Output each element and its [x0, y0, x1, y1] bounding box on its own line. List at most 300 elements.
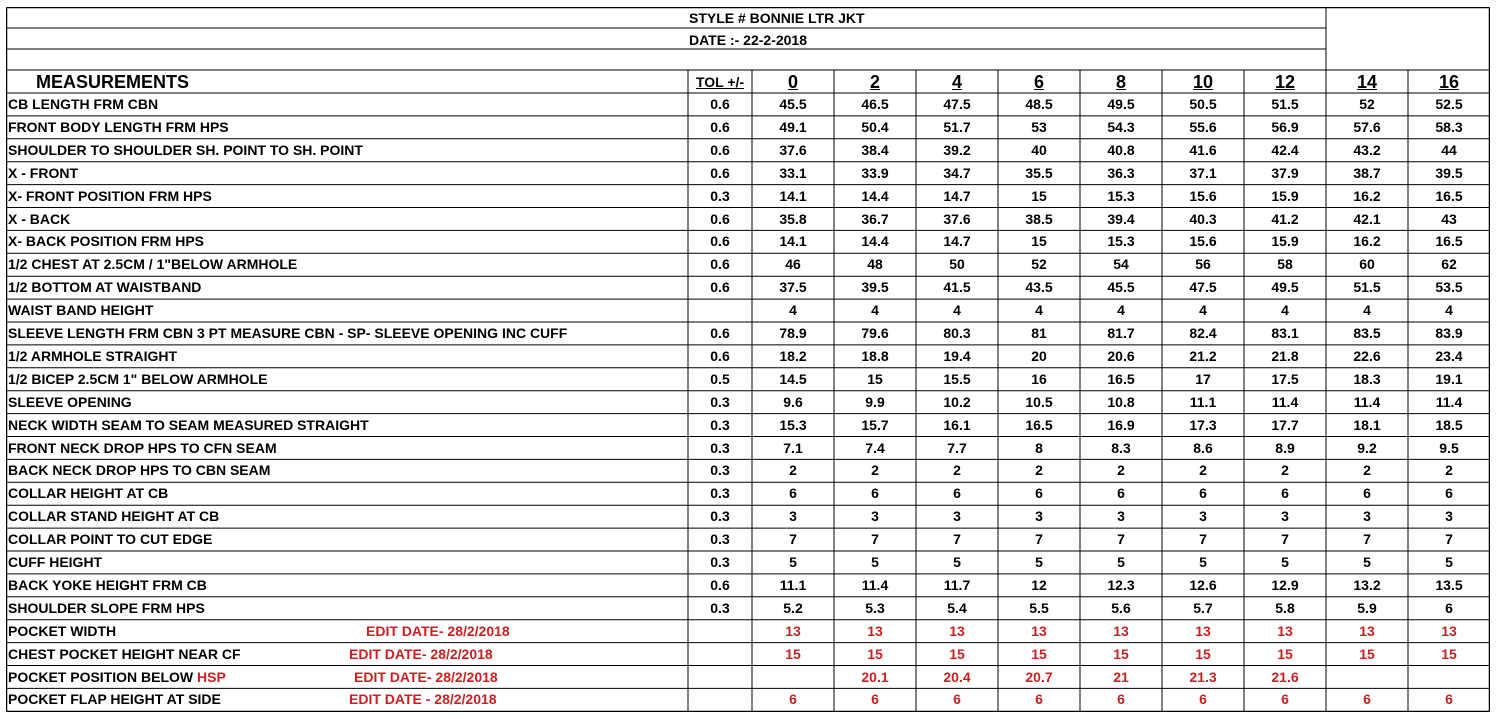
size-value: 38.7	[1353, 164, 1381, 181]
size-value: 5	[1035, 554, 1043, 570]
size-value: 15	[867, 645, 883, 662]
size-value: 6	[1445, 599, 1453, 616]
size-value: 6	[1035, 691, 1043, 708]
size-value: 6	[871, 485, 879, 502]
size-value: 39.5	[1435, 164, 1463, 181]
row-label: X - BACK	[8, 210, 71, 227]
size-value: 50.5	[1189, 96, 1217, 112]
size-value: 7	[953, 531, 961, 548]
size-value: 4	[1363, 302, 1371, 319]
size-value: 17.7	[1271, 416, 1299, 433]
size-header: 16	[1438, 72, 1460, 92]
style-title: STYLE # BONNIE LTR JKT	[689, 10, 865, 26]
size-value: 6	[1445, 691, 1453, 708]
size-value: 46	[785, 256, 801, 273]
size-value: 13.5	[1435, 576, 1463, 593]
size-value: 19.4	[943, 347, 971, 364]
size-value: 40.3	[1189, 210, 1217, 227]
size-value: 8.6	[1193, 439, 1213, 456]
size-value: 81	[1031, 325, 1047, 341]
size-value: 18.5	[1435, 416, 1463, 433]
size-value: 15.6	[1189, 233, 1217, 250]
size-header: 4	[951, 72, 962, 92]
size-value: 20.1	[861, 668, 889, 685]
size-value: 37.9	[1271, 164, 1299, 181]
size-value: 15	[1031, 233, 1047, 250]
size-value: 18.1	[1353, 416, 1381, 433]
size-value: 50	[949, 256, 965, 273]
size-value: 6	[789, 691, 797, 708]
size-value: 3	[1445, 508, 1453, 525]
size-value: 6	[789, 485, 797, 502]
size-value: 43.5	[1025, 279, 1053, 296]
size-value: 5.5	[1029, 599, 1049, 616]
size-value: 6	[871, 691, 879, 708]
size-value: 3	[871, 508, 879, 525]
tol-value: 0.3	[710, 393, 730, 410]
size-value: 19.1	[1435, 370, 1463, 387]
row-label: BACK YOKE HEIGHT FRM CB	[8, 576, 207, 593]
size-value: 3	[1035, 508, 1043, 525]
row-label: NECK WIDTH SEAM TO SEAM MEASURED STRAIGHT	[8, 416, 369, 433]
size-value: 15.7	[861, 416, 889, 433]
size-value: 43	[1441, 210, 1457, 227]
size-value: 5.6	[1111, 599, 1131, 616]
size-value: 6	[953, 691, 961, 708]
size-value: 52.5	[1435, 96, 1463, 112]
size-value: 82.4	[1189, 325, 1217, 341]
size-value: 16	[1031, 370, 1047, 387]
size-value: 9.2	[1357, 439, 1377, 456]
size-value: 5	[789, 554, 797, 570]
size-value: 49.5	[1107, 96, 1135, 112]
size-value: 9.6	[783, 393, 803, 410]
edit-date: EDIT DATE- 28/2/2018	[354, 668, 498, 685]
edit-date: EDIT DATE- 28/2/2018	[366, 622, 510, 639]
size-value: 7	[1117, 531, 1125, 548]
size-value: 7.1	[783, 439, 803, 456]
size-value: 14.1	[779, 233, 807, 250]
tol-value: 0.3	[710, 508, 730, 525]
size-value: 5	[953, 554, 961, 570]
size-value: 12.6	[1189, 576, 1217, 593]
size-value: 11.4	[1435, 393, 1463, 410]
size-value: 50.4	[861, 118, 889, 135]
size-value: 14.7	[943, 233, 971, 250]
size-value: 9.5	[1439, 439, 1459, 456]
row-label: X- BACK POSITION FRM HPS	[8, 233, 205, 250]
size-value: 13	[1031, 622, 1047, 639]
size-value: 37.1	[1189, 164, 1217, 181]
date-label: DATE :- 22-2-2018	[689, 32, 808, 48]
size-header: 12	[1274, 72, 1296, 92]
size-value: 7.7	[947, 439, 967, 456]
size-value: 79.6	[861, 325, 889, 341]
size-value: 2	[953, 462, 961, 479]
row-label: FRONT BODY LENGTH FRM HPS	[8, 118, 229, 135]
size-value: 42.1	[1353, 210, 1381, 227]
tol-value: 0.3	[710, 187, 730, 204]
row-label: COLLAR STAND HEIGHT AT CB	[8, 508, 220, 525]
size-value: 56	[1195, 256, 1211, 273]
size-value: 4	[871, 302, 879, 319]
row-label-highlight: HSP	[197, 668, 226, 685]
size-value: 7	[1281, 531, 1289, 548]
size-value: 16.2	[1353, 233, 1381, 250]
size-value: 53.5	[1435, 279, 1463, 296]
size-value: 10.8	[1107, 393, 1135, 410]
size-value: 51.5	[1353, 279, 1381, 296]
size-value: 7	[1199, 531, 1207, 548]
tol-value: 0.3	[710, 531, 730, 548]
size-value: 22.6	[1353, 347, 1381, 364]
size-value: 8.3	[1111, 439, 1131, 456]
size-value: 40	[1031, 141, 1047, 158]
size-value: 6	[1117, 485, 1125, 502]
size-value: 15.3	[1107, 233, 1135, 250]
size-value: 7	[1445, 531, 1453, 548]
size-value: 21.2	[1189, 347, 1217, 364]
size-value: 55.6	[1189, 118, 1217, 135]
size-value: 6	[1281, 691, 1289, 708]
size-value: 16.1	[943, 416, 971, 433]
size-header: 8	[1115, 72, 1126, 92]
size-value: 15.3	[1107, 187, 1135, 204]
size-value: 54.3	[1107, 118, 1135, 135]
tol-value: 0.6	[710, 325, 730, 341]
row-label: CB LENGTH FRM CBN	[8, 96, 159, 112]
tol-value: 0.6	[710, 164, 730, 181]
size-value: 4	[1199, 302, 1207, 319]
tol-value: 0.3	[710, 485, 730, 502]
size-value: 11.7	[943, 576, 971, 593]
size-value: 4	[789, 302, 797, 319]
size-value: 11.4	[1271, 393, 1299, 410]
tol-value: 0.3	[710, 599, 730, 616]
row-label: SHOULDER SLOPE FRM HPS	[8, 599, 205, 616]
size-value: 13	[1277, 622, 1293, 639]
row-label-text: POCKET WIDTH	[8, 622, 117, 639]
size-value: 3	[1199, 508, 1207, 525]
size-header: 6	[1033, 72, 1044, 92]
size-value: 11.1	[1189, 393, 1217, 410]
row-label-text: CHEST POCKET HEIGHT NEAR CF	[8, 645, 241, 662]
size-value: 2	[1199, 462, 1207, 479]
row-label: X - FRONT	[8, 164, 78, 181]
size-value: 48.5	[1025, 96, 1053, 112]
size-value: 49.5	[1271, 279, 1299, 296]
size-value: 33.1	[779, 164, 807, 181]
size-value: 38.5	[1025, 210, 1053, 227]
size-value: 7	[1363, 531, 1371, 548]
size-value: 10.2	[943, 393, 971, 410]
tol-heading: TOL +/-	[695, 74, 745, 90]
size-value: 15.9	[1271, 187, 1299, 204]
tol-value: 0.6	[710, 96, 730, 112]
size-value: 18.2	[779, 347, 807, 364]
row-label: CUFF HEIGHT	[8, 554, 103, 570]
size-value: 3	[1117, 508, 1125, 525]
size-value: 13	[785, 622, 801, 639]
size-value: 6	[1363, 485, 1371, 502]
row-label: WAIST BAND HEIGHT	[8, 302, 154, 319]
row-label: SLEEVE LENGTH FRM CBN 3 PT MEASURE CBN - SP- SLEEVE OPENING INC CUFF	[8, 325, 568, 341]
size-value: 47.5	[1189, 279, 1217, 296]
size-value: 4	[1117, 302, 1125, 319]
size-value: 37.6	[943, 210, 971, 227]
size-value: 53	[1031, 118, 1047, 135]
size-value: 20.4	[943, 668, 971, 685]
row-label	[6, 688, 221, 711]
edit-date: EDIT DATE- 28/2/2018	[349, 645, 493, 662]
size-value: 13	[1195, 622, 1211, 639]
size-value: 13	[867, 622, 883, 639]
size-value: 13	[1113, 622, 1129, 639]
size-value: 58.3	[1435, 118, 1463, 135]
size-value: 60	[1359, 256, 1375, 273]
size-value: 37.5	[779, 279, 807, 296]
size-value	[1408, 666, 1490, 689]
row-label: COLLAR HEIGHT AT CB	[8, 485, 169, 502]
size-value: 7	[789, 531, 797, 548]
size-value: 20.7	[1025, 668, 1053, 685]
size-value: 14.4	[861, 233, 889, 250]
size-value: 16.9	[1107, 416, 1135, 433]
tol-value: 0.6	[710, 279, 730, 296]
size-value: 6	[1281, 485, 1289, 502]
size-value: 34.7	[943, 164, 971, 181]
size-value: 10.5	[1025, 393, 1053, 410]
row-label: 1/2 BOTTOM AT WAISTBAND	[8, 279, 202, 296]
row-label: X- FRONT POSITION FRM HPS	[8, 187, 212, 204]
row-label: SLEEVE OPENING	[8, 393, 132, 410]
size-value: 58	[1277, 256, 1293, 273]
size-value: 81.7	[1107, 325, 1135, 341]
measurements-heading: MEASUREMENTS	[36, 72, 190, 92]
size-value: 6	[1199, 691, 1207, 708]
size-value: 15	[949, 645, 965, 662]
size-value: 16.5	[1435, 233, 1463, 250]
size-value: 15	[867, 370, 883, 387]
size-value: 36.3	[1107, 164, 1135, 181]
size-value: 16.5	[1107, 370, 1135, 387]
tol-value: 0.6	[710, 210, 730, 227]
size-value: 6	[1445, 485, 1453, 502]
size-value: 15	[1359, 645, 1375, 662]
tol-value: 0.6	[710, 141, 730, 158]
size-value: 51.5	[1271, 96, 1299, 112]
row-label: 1/2 CHEST AT 2.5CM / 1"BELOW ARMHOLE	[8, 256, 298, 273]
size-value: 56.9	[1271, 118, 1299, 135]
size-value: 5	[1445, 554, 1453, 570]
size-value: 12	[1031, 576, 1047, 593]
size-value: 39.5	[861, 279, 889, 296]
size-value: 5.7	[1193, 599, 1213, 616]
size-value: 2	[871, 462, 879, 479]
size-value: 39.2	[943, 141, 971, 158]
size-value: 15	[785, 645, 801, 662]
size-value: 15.9	[1271, 233, 1299, 250]
row-label-text: POCKET FLAP HEIGHT AT SIDE	[8, 691, 221, 708]
size-value: 21.8	[1271, 347, 1299, 364]
size-value: 52	[1031, 256, 1047, 273]
edit-date: EDIT DATE - 28/2/2018	[349, 691, 497, 708]
size-value: 4	[953, 302, 961, 319]
size-value: 49.1	[779, 118, 807, 135]
size-value	[752, 666, 834, 689]
size-value: 2	[1035, 462, 1043, 479]
size-value: 3	[953, 508, 961, 525]
size-value: 83.9	[1435, 325, 1463, 341]
size-value: 54	[1113, 256, 1129, 273]
size-value: 78.9	[779, 325, 807, 341]
size-value: 16.5	[1435, 187, 1463, 204]
size-value: 17	[1195, 370, 1211, 387]
size-value: 20	[1031, 347, 1047, 364]
size-value	[1326, 666, 1408, 689]
size-value: 33.9	[861, 164, 889, 181]
row-label	[6, 643, 241, 666]
row-label-text: POCKET POSITION BELOW	[8, 668, 198, 685]
row-label: 1/2 BICEP 2.5CM 1" BELOW ARMHOLE	[8, 370, 268, 387]
size-header: 10	[1192, 72, 1214, 92]
size-value: 2	[1117, 462, 1125, 479]
size-header: 0	[787, 72, 798, 92]
size-value: 5	[871, 554, 879, 570]
size-value: 16.2	[1353, 187, 1381, 204]
size-value: 2	[1281, 462, 1289, 479]
size-value: 4	[1035, 302, 1043, 319]
size-header: 14	[1356, 72, 1378, 92]
size-value: 18.3	[1353, 370, 1381, 387]
size-value: 14.5	[779, 370, 807, 387]
size-value: 43.2	[1353, 141, 1381, 158]
size-value: 41.6	[1189, 141, 1217, 158]
size-value: 21.6	[1271, 668, 1299, 685]
size-value: 45.5	[779, 96, 807, 112]
size-value: 39.4	[1107, 210, 1135, 227]
size-value: 21.3	[1189, 668, 1217, 685]
size-value: 41.2	[1271, 210, 1299, 227]
size-value: 42.4	[1271, 141, 1299, 158]
size-value: 38.4	[861, 141, 889, 158]
size-value: 48	[867, 256, 883, 273]
size-value: 5.3	[865, 599, 885, 616]
size-value: 83.1	[1271, 325, 1299, 341]
size-value: 44	[1441, 141, 1457, 158]
size-value: 12.9	[1271, 576, 1299, 593]
size-value: 11.4	[1353, 393, 1381, 410]
size-value: 11.1	[779, 576, 807, 593]
size-value: 18.8	[861, 347, 889, 364]
size-value: 37.6	[779, 141, 807, 158]
size-value: 13	[1359, 622, 1375, 639]
size-header: 2	[869, 72, 880, 92]
size-value: 15.3	[779, 416, 807, 433]
size-value: 5	[1199, 554, 1207, 570]
size-value: 5.8	[1275, 599, 1295, 616]
size-value: 7	[1035, 531, 1043, 548]
size-value: 13	[1441, 622, 1457, 639]
size-value: 41.5	[943, 279, 971, 296]
size-value: 23.4	[1435, 347, 1463, 364]
row-label	[6, 620, 116, 643]
tol-value: 0.6	[710, 256, 730, 273]
size-value: 45.5	[1107, 279, 1135, 296]
size-value: 47.5	[943, 96, 971, 112]
size-value: 80.3	[943, 325, 971, 341]
size-value: 35.5	[1025, 164, 1053, 181]
size-value: 4	[1281, 302, 1289, 319]
size-value: 15	[1031, 645, 1047, 662]
tol-value: 0.3	[710, 439, 730, 456]
size-value: 13.2	[1353, 576, 1381, 593]
size-value: 6	[1035, 485, 1043, 502]
size-value: 8	[1035, 439, 1043, 456]
row-label: 1/2 ARMHOLE STRAIGHT	[8, 347, 178, 364]
size-value: 36.7	[861, 210, 889, 227]
row-label: BACK NECK DROP HPS TO CBN SEAM	[8, 462, 271, 479]
size-value: 15	[1031, 187, 1047, 204]
size-value: 7.4	[865, 439, 885, 456]
size-value: 14.7	[943, 187, 971, 204]
size-value: 21	[1113, 668, 1129, 685]
size-value: 12.3	[1107, 576, 1135, 593]
size-value: 83.5	[1353, 325, 1381, 341]
tol-value: 0.6	[710, 233, 730, 250]
size-value: 3	[1281, 508, 1289, 525]
row-label: SHOULDER TO SHOULDER SH. POINT TO SH. POINT	[8, 141, 363, 158]
tol-value	[688, 299, 752, 322]
size-value: 2	[789, 462, 797, 479]
size-value: 5	[1281, 554, 1289, 570]
size-value: 46.5	[861, 96, 889, 112]
size-value: 5.9	[1357, 599, 1377, 616]
tol-value: 0.3	[710, 416, 730, 433]
size-value: 5	[1363, 554, 1371, 570]
size-value: 15	[1113, 645, 1129, 662]
size-value: 7	[871, 531, 879, 548]
size-value: 40.8	[1107, 141, 1135, 158]
row-label	[6, 666, 226, 689]
size-value: 3	[1363, 508, 1371, 525]
size-value: 14.1	[779, 187, 807, 204]
size-value: 51.7	[943, 118, 971, 135]
tol-value: 0.6	[710, 347, 730, 364]
size-value: 13	[949, 622, 965, 639]
tol-value: 0.6	[710, 576, 730, 593]
spec-sheet	[6, 7, 1490, 712]
size-value: 6	[1199, 485, 1207, 502]
size-value: 11.4	[861, 576, 889, 593]
tol-value: 0.3	[710, 462, 730, 479]
size-value: 62	[1441, 256, 1457, 273]
tol-value: 0.5	[710, 370, 730, 387]
size-value: 6	[1117, 691, 1125, 708]
tol-value: 0.3	[710, 554, 730, 570]
size-value: 20.6	[1107, 347, 1135, 364]
size-value: 15.5	[943, 370, 971, 387]
size-value: 5.4	[947, 599, 967, 616]
size-value: 5	[1117, 554, 1125, 570]
row-label: COLLAR POINT TO CUT EDGE	[8, 531, 213, 548]
size-value: 4	[1445, 302, 1453, 319]
row-label: FRONT NECK DROP HPS TO CFN SEAM	[8, 439, 277, 456]
size-value: 16.5	[1025, 416, 1053, 433]
size-value: 2	[1445, 462, 1453, 479]
size-value: 15	[1441, 645, 1457, 662]
size-value: 6	[1363, 691, 1371, 708]
